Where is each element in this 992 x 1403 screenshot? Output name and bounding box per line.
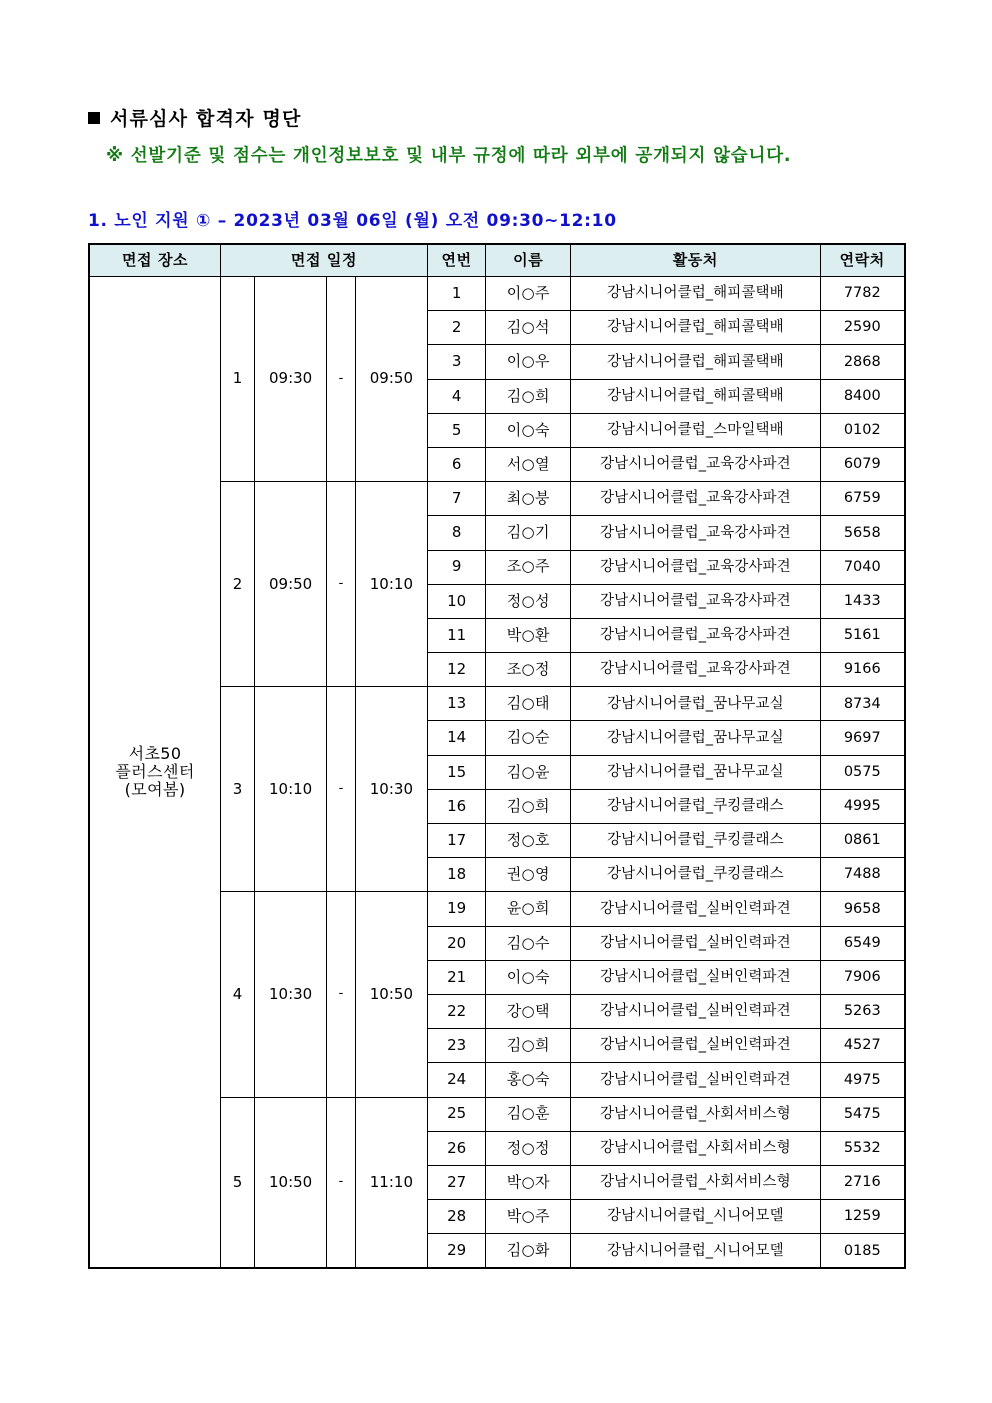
group-time-dash-cell: - bbox=[327, 277, 356, 482]
sequence-cell: 13 bbox=[427, 687, 485, 721]
activity-place-cell: 강남시니어클럽_교육강사파견 bbox=[571, 618, 820, 652]
applicant-name-cell: 조○주 bbox=[486, 550, 571, 584]
activity-place-cell: 강남시니어클럽_해피콜택배 bbox=[571, 277, 820, 311]
sequence-cell: 20 bbox=[427, 926, 485, 960]
contact-cell: 9697 bbox=[820, 721, 905, 755]
sequence-cell: 3 bbox=[427, 345, 485, 379]
contact-cell: 7488 bbox=[820, 858, 905, 892]
contact-cell: 6759 bbox=[820, 482, 905, 516]
contact-cell: 2868 bbox=[820, 345, 905, 379]
contact-cell: 0575 bbox=[820, 755, 905, 789]
group-time-dash-cell: - bbox=[327, 1097, 356, 1268]
contact-cell: 1433 bbox=[820, 584, 905, 618]
venue-line: (모여봄) bbox=[124, 780, 186, 800]
applicant-name-cell: 김○수 bbox=[486, 926, 571, 960]
group-start-time-cell: 10:10 bbox=[255, 687, 327, 892]
applicant-name-cell: 정○성 bbox=[486, 584, 571, 618]
applicant-name-cell: 권○영 bbox=[486, 858, 571, 892]
group-end-time-cell: 10:10 bbox=[355, 482, 427, 687]
group-time-dash-cell: - bbox=[327, 482, 356, 687]
activity-place-cell: 강남시니어클럽_실버인력파견 bbox=[571, 892, 820, 926]
applicant-name-cell: 이○숙 bbox=[486, 960, 571, 994]
activity-place-cell: 강남시니어클럽_시니어모델 bbox=[571, 1200, 820, 1234]
sequence-cell: 4 bbox=[427, 379, 485, 413]
sequence-cell: 8 bbox=[427, 516, 485, 550]
contact-cell: 5161 bbox=[820, 618, 905, 652]
activity-place-cell: 강남시니어클럽_실버인력파견 bbox=[571, 994, 820, 1028]
applicant-name-cell: 이○우 bbox=[486, 345, 571, 379]
applicant-name-cell: 이○숙 bbox=[486, 413, 571, 447]
column-header-contact: 연락처 bbox=[820, 244, 905, 277]
contact-cell: 8400 bbox=[820, 379, 905, 413]
sequence-cell: 22 bbox=[427, 994, 485, 1028]
contact-cell: 5532 bbox=[820, 1131, 905, 1165]
sequence-cell: 24 bbox=[427, 1063, 485, 1097]
activity-place-cell: 강남시니어클럽_사회서비스형 bbox=[571, 1131, 820, 1165]
activity-place-cell: 강남시니어클럽_꿈나무교실 bbox=[571, 687, 820, 721]
applicant-name-cell: 박○환 bbox=[486, 618, 571, 652]
contact-cell: 7040 bbox=[820, 550, 905, 584]
applicant-roster-table bbox=[88, 243, 906, 1269]
table-body bbox=[89, 277, 905, 1269]
activity-place-cell: 강남시니어클럽_꿈나무교실 bbox=[571, 721, 820, 755]
activity-place-cell: 강남시니어클럽_교육강사파견 bbox=[571, 653, 820, 687]
venue-line: 플러스센터 bbox=[115, 762, 195, 782]
group-time-dash-cell: - bbox=[327, 687, 356, 892]
group-start-time-cell: 09:50 bbox=[255, 482, 327, 687]
group-end-time-cell: 10:50 bbox=[355, 892, 427, 1097]
venue-line: 서초50 bbox=[128, 743, 182, 763]
sequence-cell: 28 bbox=[427, 1200, 485, 1234]
applicant-name-cell: 김○희 bbox=[486, 789, 571, 823]
sequence-cell: 16 bbox=[427, 789, 485, 823]
activity-place-cell: 강남시니어클럽_사회서비스형 bbox=[571, 1097, 820, 1131]
sequence-cell: 6 bbox=[427, 447, 485, 481]
sequence-cell: 15 bbox=[427, 755, 485, 789]
applicant-name-cell: 김○태 bbox=[486, 687, 571, 721]
activity-place-cell: 강남시니어클럽_쿠킹클래스 bbox=[571, 824, 820, 858]
contact-cell: 5475 bbox=[820, 1097, 905, 1131]
group-number-cell: 4 bbox=[221, 892, 255, 1097]
applicant-name-cell: 김○희 bbox=[486, 1029, 571, 1063]
applicant-name-cell: 정○호 bbox=[486, 824, 571, 858]
sequence-cell: 12 bbox=[427, 653, 485, 687]
activity-place-cell: 강남시니어클럽_실버인력파견 bbox=[571, 1063, 820, 1097]
page-title-text: 서류심사 합격자 명단 bbox=[110, 108, 302, 130]
applicant-name-cell: 정○정 bbox=[486, 1131, 571, 1165]
sequence-cell: 2 bbox=[427, 311, 485, 345]
contact-cell: 9658 bbox=[820, 892, 905, 926]
sequence-cell: 25 bbox=[427, 1097, 485, 1131]
sequence-cell: 21 bbox=[427, 960, 485, 994]
column-header-seq: 연번 bbox=[427, 244, 485, 277]
column-header-schedule: 면접 일정 bbox=[221, 244, 428, 277]
contact-cell: 0185 bbox=[820, 1234, 905, 1269]
applicant-name-cell: 김○기 bbox=[486, 516, 571, 550]
applicant-name-cell: 박○자 bbox=[486, 1165, 571, 1199]
contact-cell: 7906 bbox=[820, 960, 905, 994]
applicant-name-cell: 윤○희 bbox=[486, 892, 571, 926]
venue-cell bbox=[89, 277, 221, 1269]
applicant-name-cell: 이○주 bbox=[486, 277, 571, 311]
activity-place-cell: 강남시니어클럽_사회서비스형 bbox=[571, 1165, 820, 1199]
activity-place-cell: 강남시니어클럽_교육강사파견 bbox=[571, 482, 820, 516]
group-start-time-cell: 09:30 bbox=[255, 277, 327, 482]
group-number-cell: 5 bbox=[221, 1097, 255, 1268]
sequence-cell: 19 bbox=[427, 892, 485, 926]
activity-place-cell: 강남시니어클럽_실버인력파견 bbox=[571, 926, 820, 960]
sequence-cell: 5 bbox=[427, 413, 485, 447]
contact-cell: 0102 bbox=[820, 413, 905, 447]
contact-cell: 2716 bbox=[820, 1165, 905, 1199]
group-start-time-cell: 10:30 bbox=[255, 892, 327, 1097]
activity-place-cell: 강남시니어클럽_교육강사파견 bbox=[571, 550, 820, 584]
column-header-name: 이름 bbox=[486, 244, 571, 277]
sequence-cell: 26 bbox=[427, 1131, 485, 1165]
contact-cell: 5263 bbox=[820, 994, 905, 1028]
group-start-time-cell: 10:50 bbox=[255, 1097, 327, 1268]
applicant-name-cell: 김○석 bbox=[486, 311, 571, 345]
applicant-name-cell: 김○윤 bbox=[486, 755, 571, 789]
activity-place-cell: 강남시니어클럽_스마일택배 bbox=[571, 413, 820, 447]
sequence-cell: 10 bbox=[427, 584, 485, 618]
sequence-cell: 27 bbox=[427, 1165, 485, 1199]
group-end-time-cell: 10:30 bbox=[355, 687, 427, 892]
document-header bbox=[88, 104, 918, 171]
activity-place-cell: 강남시니어클럽_쿠킹클래스 bbox=[571, 789, 820, 823]
group-number-cell: 1 bbox=[221, 277, 255, 482]
group-end-time-cell: 09:50 bbox=[355, 277, 427, 482]
applicant-name-cell: 김○순 bbox=[486, 721, 571, 755]
activity-place-cell: 강남시니어클럽_해피콜택배 bbox=[571, 311, 820, 345]
contact-cell: 1259 bbox=[820, 1200, 905, 1234]
contact-cell: 4995 bbox=[820, 789, 905, 823]
contact-cell: 4975 bbox=[820, 1063, 905, 1097]
group-number-cell: 3 bbox=[221, 687, 255, 892]
sequence-cell: 23 bbox=[427, 1029, 485, 1063]
group-time-dash-cell: - bbox=[327, 892, 356, 1097]
applicant-name-cell: 홍○숙 bbox=[486, 1063, 571, 1097]
column-header-venue: 면접 장소 bbox=[89, 244, 221, 277]
sequence-cell: 17 bbox=[427, 824, 485, 858]
activity-place-cell: 강남시니어클럽_해피콜택배 bbox=[571, 345, 820, 379]
contact-cell: 0861 bbox=[820, 824, 905, 858]
activity-place-cell: 강남시니어클럽_실버인력파견 bbox=[571, 1029, 820, 1063]
sequence-cell: 29 bbox=[427, 1234, 485, 1269]
activity-place-cell: 강남시니어클럽_해피콜택배 bbox=[571, 379, 820, 413]
applicant-name-cell: 조○정 bbox=[486, 653, 571, 687]
group-end-time-cell: 11:10 bbox=[355, 1097, 427, 1268]
activity-place-cell: 강남시니어클럽_꿈나무교실 bbox=[571, 755, 820, 789]
section-heading: 1. 노인 지원 ① – 2023년 03월 06일 (월) 오전 09:30~12:10 bbox=[88, 211, 617, 231]
contact-cell: 5658 bbox=[820, 516, 905, 550]
activity-place-cell: 강남시니어클럽_쿠킹클래스 bbox=[571, 858, 820, 892]
applicant-name-cell: 박○주 bbox=[486, 1200, 571, 1234]
column-header-place: 활동처 bbox=[571, 244, 820, 277]
sequence-cell: 7 bbox=[427, 482, 485, 516]
contact-cell: 6549 bbox=[820, 926, 905, 960]
sequence-cell: 14 bbox=[427, 721, 485, 755]
contact-cell: 9166 bbox=[820, 653, 905, 687]
applicant-name-cell: 최○붕 bbox=[486, 482, 571, 516]
sequence-cell: 18 bbox=[427, 858, 485, 892]
group-number-cell: 2 bbox=[221, 482, 255, 687]
privacy-notice: ※ 선발기준 및 점수는 개인정보보호 및 내부 규정에 따라 외부에 공개되지 않습니다. bbox=[106, 146, 792, 166]
activity-place-cell: 강남시니어클럽_교육강사파견 bbox=[571, 447, 820, 481]
sequence-cell: 1 bbox=[427, 277, 485, 311]
applicant-name-cell: 서○열 bbox=[486, 447, 571, 481]
table-row bbox=[89, 277, 905, 311]
activity-place-cell: 강남시니어클럽_실버인력파견 bbox=[571, 960, 820, 994]
contact-cell: 4527 bbox=[820, 1029, 905, 1063]
black-square-icon bbox=[88, 112, 100, 124]
contact-cell: 6079 bbox=[820, 447, 905, 481]
applicant-name-cell: 김○화 bbox=[486, 1234, 571, 1269]
page-title bbox=[88, 104, 918, 134]
sequence-cell: 9 bbox=[427, 550, 485, 584]
table-header-row bbox=[89, 244, 905, 277]
activity-place-cell: 강남시니어클럽_교육강사파견 bbox=[571, 516, 820, 550]
activity-place-cell: 강남시니어클럽_시니어모델 bbox=[571, 1234, 820, 1269]
table-header bbox=[89, 244, 905, 277]
applicant-name-cell: 강○택 bbox=[486, 994, 571, 1028]
activity-place-cell: 강남시니어클럽_교육강사파견 bbox=[571, 584, 820, 618]
applicant-name-cell: 김○훈 bbox=[486, 1097, 571, 1131]
contact-cell: 7782 bbox=[820, 277, 905, 311]
contact-cell: 8734 bbox=[820, 687, 905, 721]
sequence-cell: 11 bbox=[427, 618, 485, 652]
applicant-name-cell: 김○희 bbox=[486, 379, 571, 413]
contact-cell: 2590 bbox=[820, 311, 905, 345]
